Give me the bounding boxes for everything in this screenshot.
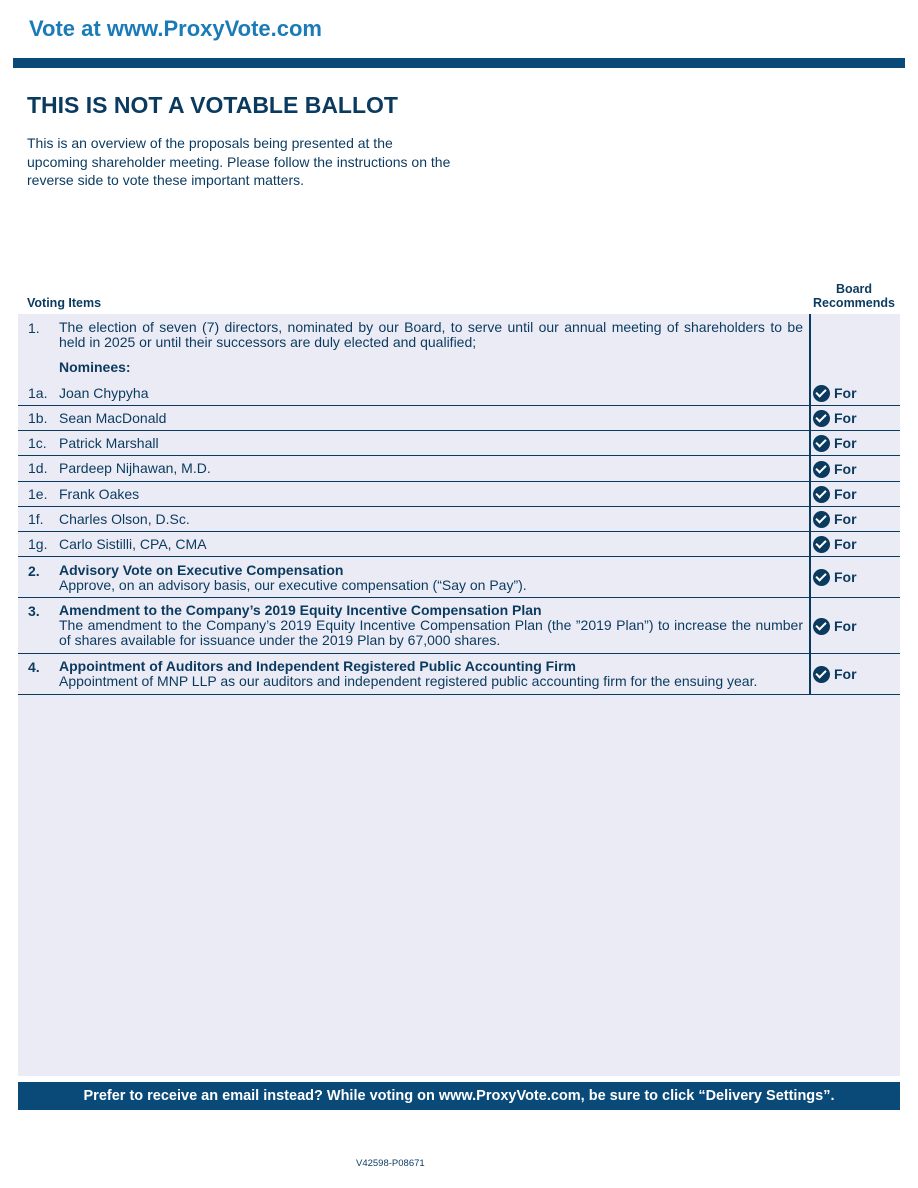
nominee-number: 1g. [28, 536, 48, 552]
recommendation-label: For [834, 435, 857, 451]
intro-paragraph: This is an overview of the proposals being presented at the upcoming shareholder meeting. Please follow the instructions on the reverse side to vote these important matters. [27, 135, 451, 188]
board-heading-line1: Board [835, 282, 873, 296]
proposal-title: Appointment of Auditors and Independent Registered Public Accounting Firm [59, 658, 576, 674]
check-circle-icon [813, 569, 830, 586]
recommendation-label: For [834, 618, 857, 634]
proposal-2-row [18, 557, 900, 598]
recommendation-label: For [834, 385, 857, 401]
recommendation-label: For [834, 410, 857, 426]
proposal-number: 1. [28, 320, 40, 336]
page-title: THIS IS NOT A VOTABLE BALLOT [27, 92, 398, 118]
nominee-number: 1b. [28, 410, 48, 426]
voting-items-heading: Voting Items [27, 296, 102, 310]
header-vote-link: Vote at www.ProxyVote.com [29, 16, 322, 41]
proposal-text: Appointment of MNP LLP as our auditors and independent registered public accounting firm for the ensuing year. [59, 673, 758, 689]
proposal-text: The election of seven (7) directors, nominated by our Board, to serve until our annual meeting of shareholders to be held in 2025 or until their successors are duly elected and qualified; [59, 319, 803, 350]
proposal-text: The amendment to the Company’s 2019 Equity Incentive Compensation Plan (the ”2019 Plan”) to increase the number of shares available for issuance under the 2019 Plan by 67,000 shares. [59, 617, 803, 648]
proposal-body [59, 563, 803, 593]
nominee-row [18, 532, 900, 557]
nominee-name: Joan Chypyha [59, 385, 149, 401]
proposal-1-row [18, 318, 900, 380]
recommendation-label: For [834, 461, 857, 477]
recommendation-label: For [834, 569, 857, 585]
email-delivery-banner: Prefer to receive an email instead? While voting on www.ProxyVote.com, be sure to click “Delivery Settings”. [18, 1082, 900, 1110]
nominee-row [18, 482, 900, 507]
nominee-number: 1e. [28, 486, 48, 502]
nominee-row [18, 380, 900, 406]
header-rule [13, 58, 905, 68]
board-recommendation [813, 434, 857, 452]
nominee-number: 1f. [28, 511, 44, 527]
nominee-row [18, 507, 900, 532]
board-recommendation [813, 568, 857, 586]
nominee-name: Frank Oakes [59, 486, 140, 502]
nominee-row [18, 431, 900, 456]
recommendation-label: For [834, 536, 857, 552]
proposal-title: Advisory Vote on Executive Compensation [59, 562, 344, 578]
proposal-body [59, 603, 803, 648]
proposal-body [59, 659, 803, 689]
check-circle-icon [813, 486, 830, 503]
check-circle-icon [813, 461, 830, 478]
nominee-number: 1d. [28, 460, 48, 476]
board-recommendation [813, 665, 857, 683]
recommendation-label: For [834, 666, 857, 682]
nominee-number: 1a. [28, 385, 48, 401]
proposal-number: 3. [28, 603, 40, 619]
proposal-4-row [18, 654, 900, 695]
nominee-name: Patrick Marshall [59, 435, 159, 451]
check-circle-icon [813, 511, 830, 528]
proposal-number: 2. [28, 563, 40, 579]
nominee-name: Charles Olson, D.Sc. [59, 511, 190, 527]
proposal-3-row [18, 598, 900, 654]
board-recommends-heading [808, 282, 900, 310]
proposal-text: Approve, on an advisory basis, our executive compensation (“Say on Pay”). [59, 577, 527, 593]
nominee-name: Carlo Sistilli, CPA, CMA [59, 536, 207, 552]
check-circle-icon [813, 385, 830, 402]
board-recommendation [813, 510, 857, 528]
nominee-name: Sean MacDonald [59, 410, 167, 426]
board-recommendation [813, 485, 857, 503]
board-recommendation [813, 409, 857, 427]
board-recommendation [813, 460, 857, 478]
board-recommendation [813, 617, 857, 635]
board-recommendation [813, 384, 857, 402]
board-recommendation [813, 535, 857, 553]
board-heading-line2: Recommends [813, 296, 895, 310]
proposal-number: 4. [28, 659, 40, 675]
check-circle-icon [813, 410, 830, 427]
check-circle-icon [813, 618, 830, 635]
recommendation-column-divider [809, 314, 811, 695]
check-circle-icon [813, 666, 830, 683]
check-circle-icon [813, 435, 830, 452]
nominee-number: 1c. [28, 435, 47, 451]
nominee-row [18, 406, 900, 431]
nominees-label: Nominees: [59, 359, 131, 375]
recommendation-label: For [834, 511, 857, 527]
nominee-row [18, 456, 900, 482]
control-number: V42598-P08671 [356, 1158, 425, 1169]
check-circle-icon [813, 536, 830, 553]
proposal-title: Amendment to the Company’s 2019 Equity Incentive Compensation Plan [59, 602, 542, 618]
nominee-name: Pardeep Nijhawan, M.D. [59, 460, 211, 476]
recommendation-label: For [834, 486, 857, 502]
